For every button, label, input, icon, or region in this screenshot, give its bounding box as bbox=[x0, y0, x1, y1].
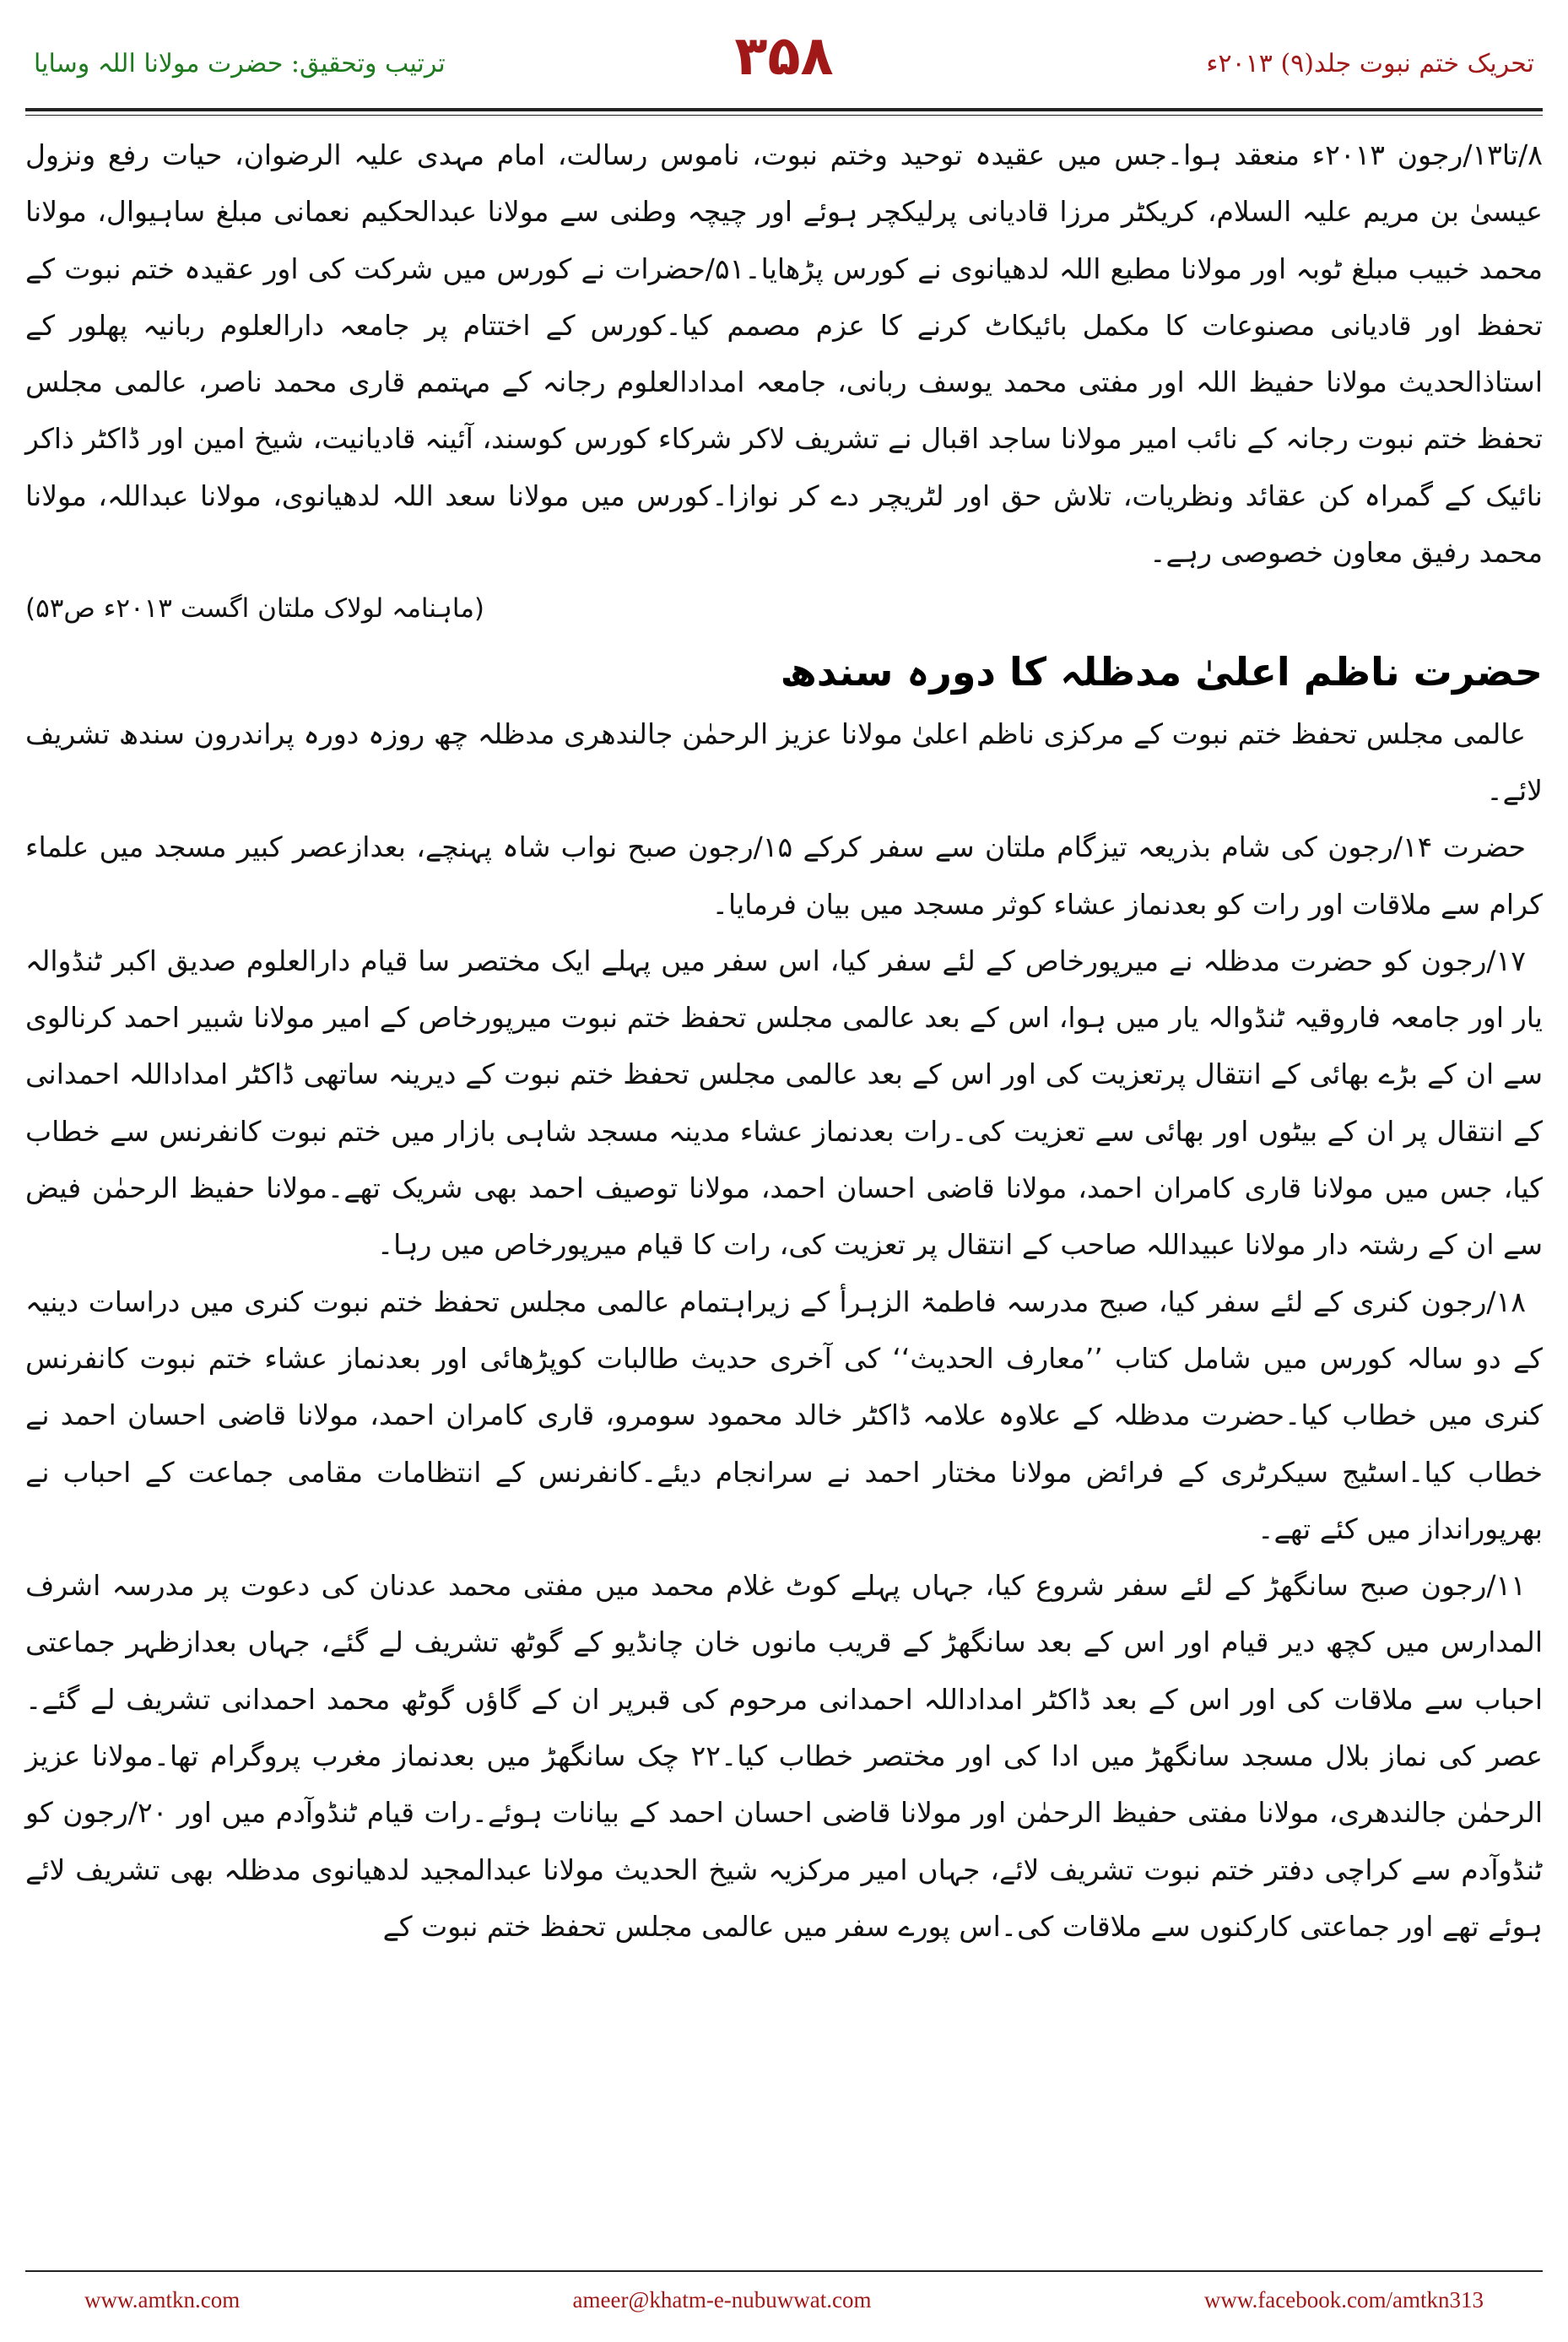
footer-rule bbox=[25, 2270, 1543, 2272]
header-credit: ترتیب وتحقیق: حضرت مولانا اللہ وسایا bbox=[34, 49, 446, 78]
source-citation: (ماہنامہ لولاک ملتان اگست ۲۰۱۳ء ص۵۳) bbox=[25, 593, 485, 625]
paragraph-sanghar: ۱۱/رجون صبح سانگھڑ کے لئے سفر شروع کیا، جہاں پہلے کوٹ غلام محمد میں مفتی محمد عدنان کی دعوت پر مدرسہ اشرف المدارس میں کچھ دیر قیام اور اس کے بعد سانگھڑ کے قریب مانوں خان چانڈیو کے گوٹھ تشریف لے گئے، جہاں بعدازظہر جماعتی احباب سے ملاقات کی اور اس کے بعد ڈاکٹر امداداللہ احمدانی مرحوم کی قبرپر ان کے گاؤں گوٹھ محمد احمدانی تشریف لے گئے۔عصر کی نماز بلال مسجد سانگھڑ میں ادا کی اور مختصر خطاب کیا۔۲۲ چک سانگھڑ میں بعدنماز مغرب پروگرام تھا۔مولانا عزیز الرحمٰن جالندھری، مولانا مفتی حفیظ الرحمٰن اور مولانا قاضی احسان احمد کے بیانات ہوئے۔رات قیام ٹنڈوآدم میں اور ۲۰/رجون کو ٹنڈوآدم سے کراچی دفتر ختم نبوت تشریف لائے، جہاں امیر مرکزیہ شیخ الحدیث مولانا عبدالمجید لدھیانوی مدظلہ بھی تشریف لائے ہوئے تھے اور جماعتی کارکنوں سے ملاقات کی۔اس پورے سفر میں عالمی مجلس تحفظ ختم نبوت کے bbox=[25, 1569, 1543, 1943]
footer-website-link[interactable]: www.amtkn.com bbox=[84, 2286, 241, 2312]
footer-facebook-link[interactable]: www.facebook.com/amtkn313 bbox=[1203, 2286, 1484, 2312]
header-book-title: تحریک ختم نبوت جلد(۹) ۲۰۱۳ء bbox=[1206, 49, 1534, 78]
paragraph-kunri: ۱۸/رجون کنری کے لئے سفر کیا، صبح مدرسہ فاطمۃ الزہرأ کے زیراہتمام عالمی مجلس تحفظ ختم نبوت کنری میں دراسات دینیہ کے دو سالہ کورس میں شامل کتاب ’’معارف الحدیث‘‘ کی آخری حدیث طالبات کوپڑھائی اور بعدنماز عشاء ختم نبوت کانفرنس کنری میں خطاب کیا۔حضرت مدظلہ کے علاوہ علامہ ڈاکٹر خالد محمود سومرو، قاری کامران احمد، مولانا قاضی احسان احمد نے خطاب کیا۔اسٹیج سیکرٹری کے فرائض مولانا مختار احمد نے سرانجام دیئے۔کانفرنس کے انتظامات مقامی جماعت کے احباب نے بھرپورانداز میں کئے تھے۔ bbox=[25, 1285, 1543, 1545]
page-footer bbox=[84, 2283, 1484, 2317]
section-heading: حضرت ناظم اعلیٰ مدظلہ کا دورہ سندھ bbox=[780, 648, 1543, 695]
page-header bbox=[34, 25, 1534, 101]
paragraph-nawabshah: حضرت ۱۴/رجون کی شام بذریعہ تیزگام ملتان سے سفر کرکے ۱۵/رجون صبح نواب شاہ پہنچے، بعدازعصر کبیر مسجد میں علماء کرام سے ملاقات اور رات کو بعدنماز عشاء کوثر مسجد میں بیان فرمایا۔ bbox=[25, 830, 1543, 921]
footer-email-link[interactable]: ameer@khatm-e-nubuwwat.com bbox=[572, 2286, 872, 2312]
header-rule-thick bbox=[25, 108, 1543, 111]
paragraph-intro: عالمی مجلس تحفظ ختم نبوت کے مرکزی ناظم اعلیٰ مولانا عزیز الرحمٰن جالندھری مدظلہ چھ روزہ دورہ پراندرون سندھ تشریف لائے۔ bbox=[25, 717, 1543, 807]
header-rule-thin bbox=[25, 115, 1543, 116]
paragraph-course-report: ۸/تا۱۳/رجون ۲۰۱۳ء منعقد ہوا۔جس میں عقیدہ توحید وختم نبوت، ناموس رسالت، امام مہدی علیہ الرضوان، حیات رفع ونزول عیسیٰ بن مریم علیہ السلام، کریکٹر مرزا قادیانی پرلیکچر ہوئے اور چیچہ وطنی سے مولانا عبدالحکیم نعمانی مبلغ ساہیوال، مولانا محمد خبیب مبلغ ٹوبہ اور مولانا مطیع اللہ لدھیانوی نے کورس پڑھایا۔۵۱/حضرات نے کورس میں شرکت کی اور عقیدہ ختم نبوت کے تحفظ اور قادیانی مصنوعات کا مکمل بائیکاٹ کرنے کا عزم مصمم کیا۔کورس کے اختتام پر جامعہ دارالعلوم ربانیہ پھلور کے استاذالحدیث مولانا حفیظ اللہ اور مفتی محمد یوسف ربانی، جامعہ امدادالعلوم رجانہ کے مہتمم قاری محمد ناصر، عالمی مجلس تحفظ ختم نبوت رجانہ کے نائب امیر مولانا ساجد اقبال نے تشریف لاکر شرکاء کورس کوسند، آئینہ قادیانیت، شیخ امین اور ڈاکٹر ذاکر نائیک کے گمراہ کن عقائد ونظریات، تلاش حق اور لٹریچر دے کر نوازا۔کورس میں مولانا سعد اللہ لدھیانوی، مولانا عبداللہ، مولانا محمد رفیق معاون خصوصی رہے۔ bbox=[25, 138, 1543, 570]
source-citation-row bbox=[25, 581, 1543, 637]
article-body bbox=[25, 127, 1543, 2220]
page-number: ۳۵۸ bbox=[734, 25, 834, 88]
paragraph-mirpurkhas: ۱۷/رجون کو حضرت مدظلہ نے میرپورخاص کے لئے سفر کیا، اس سفر میں پہلے ایک مختصر سا قیام دارالعلوم صدیق اکبر ٹنڈوالہ یار اور جامعہ فاروقیہ ٹنڈوالہ یار میں ہوا، اس کے بعد عالمی مجلس تحفظ ختم نبوت میرپورخاص کے امیر مولانا شبیر احمد کرنالوی سے ان کے بڑے بھائی کے انتقال پرتعزیت کی اور اس کے بعد عالمی مجلس تحفظ ختم نبوت کے دیرینہ ساتھی ڈاکٹر امداداللہ احمدانی کے انتقال پر ان کے بیٹوں اور بھائی سے تعزیت کی۔رات بعدنماز عشاء مدینہ مسجد شاہی بازار میں ختم نبوت کانفرنس سے خطاب کیا، جس میں مولانا قاری کامران احمد، مولانا قاضی احسان احمد، مولانا توصیف احمد بھی شریک تھے۔مولانا حفیظ الرحمٰن فیض سے ان کے رشتہ دار مولانا عبیداللہ صاحب کے انتقال پر تعزیت کی، رات کا قیام میرپورخاص میں رہا۔ bbox=[25, 944, 1543, 1262]
